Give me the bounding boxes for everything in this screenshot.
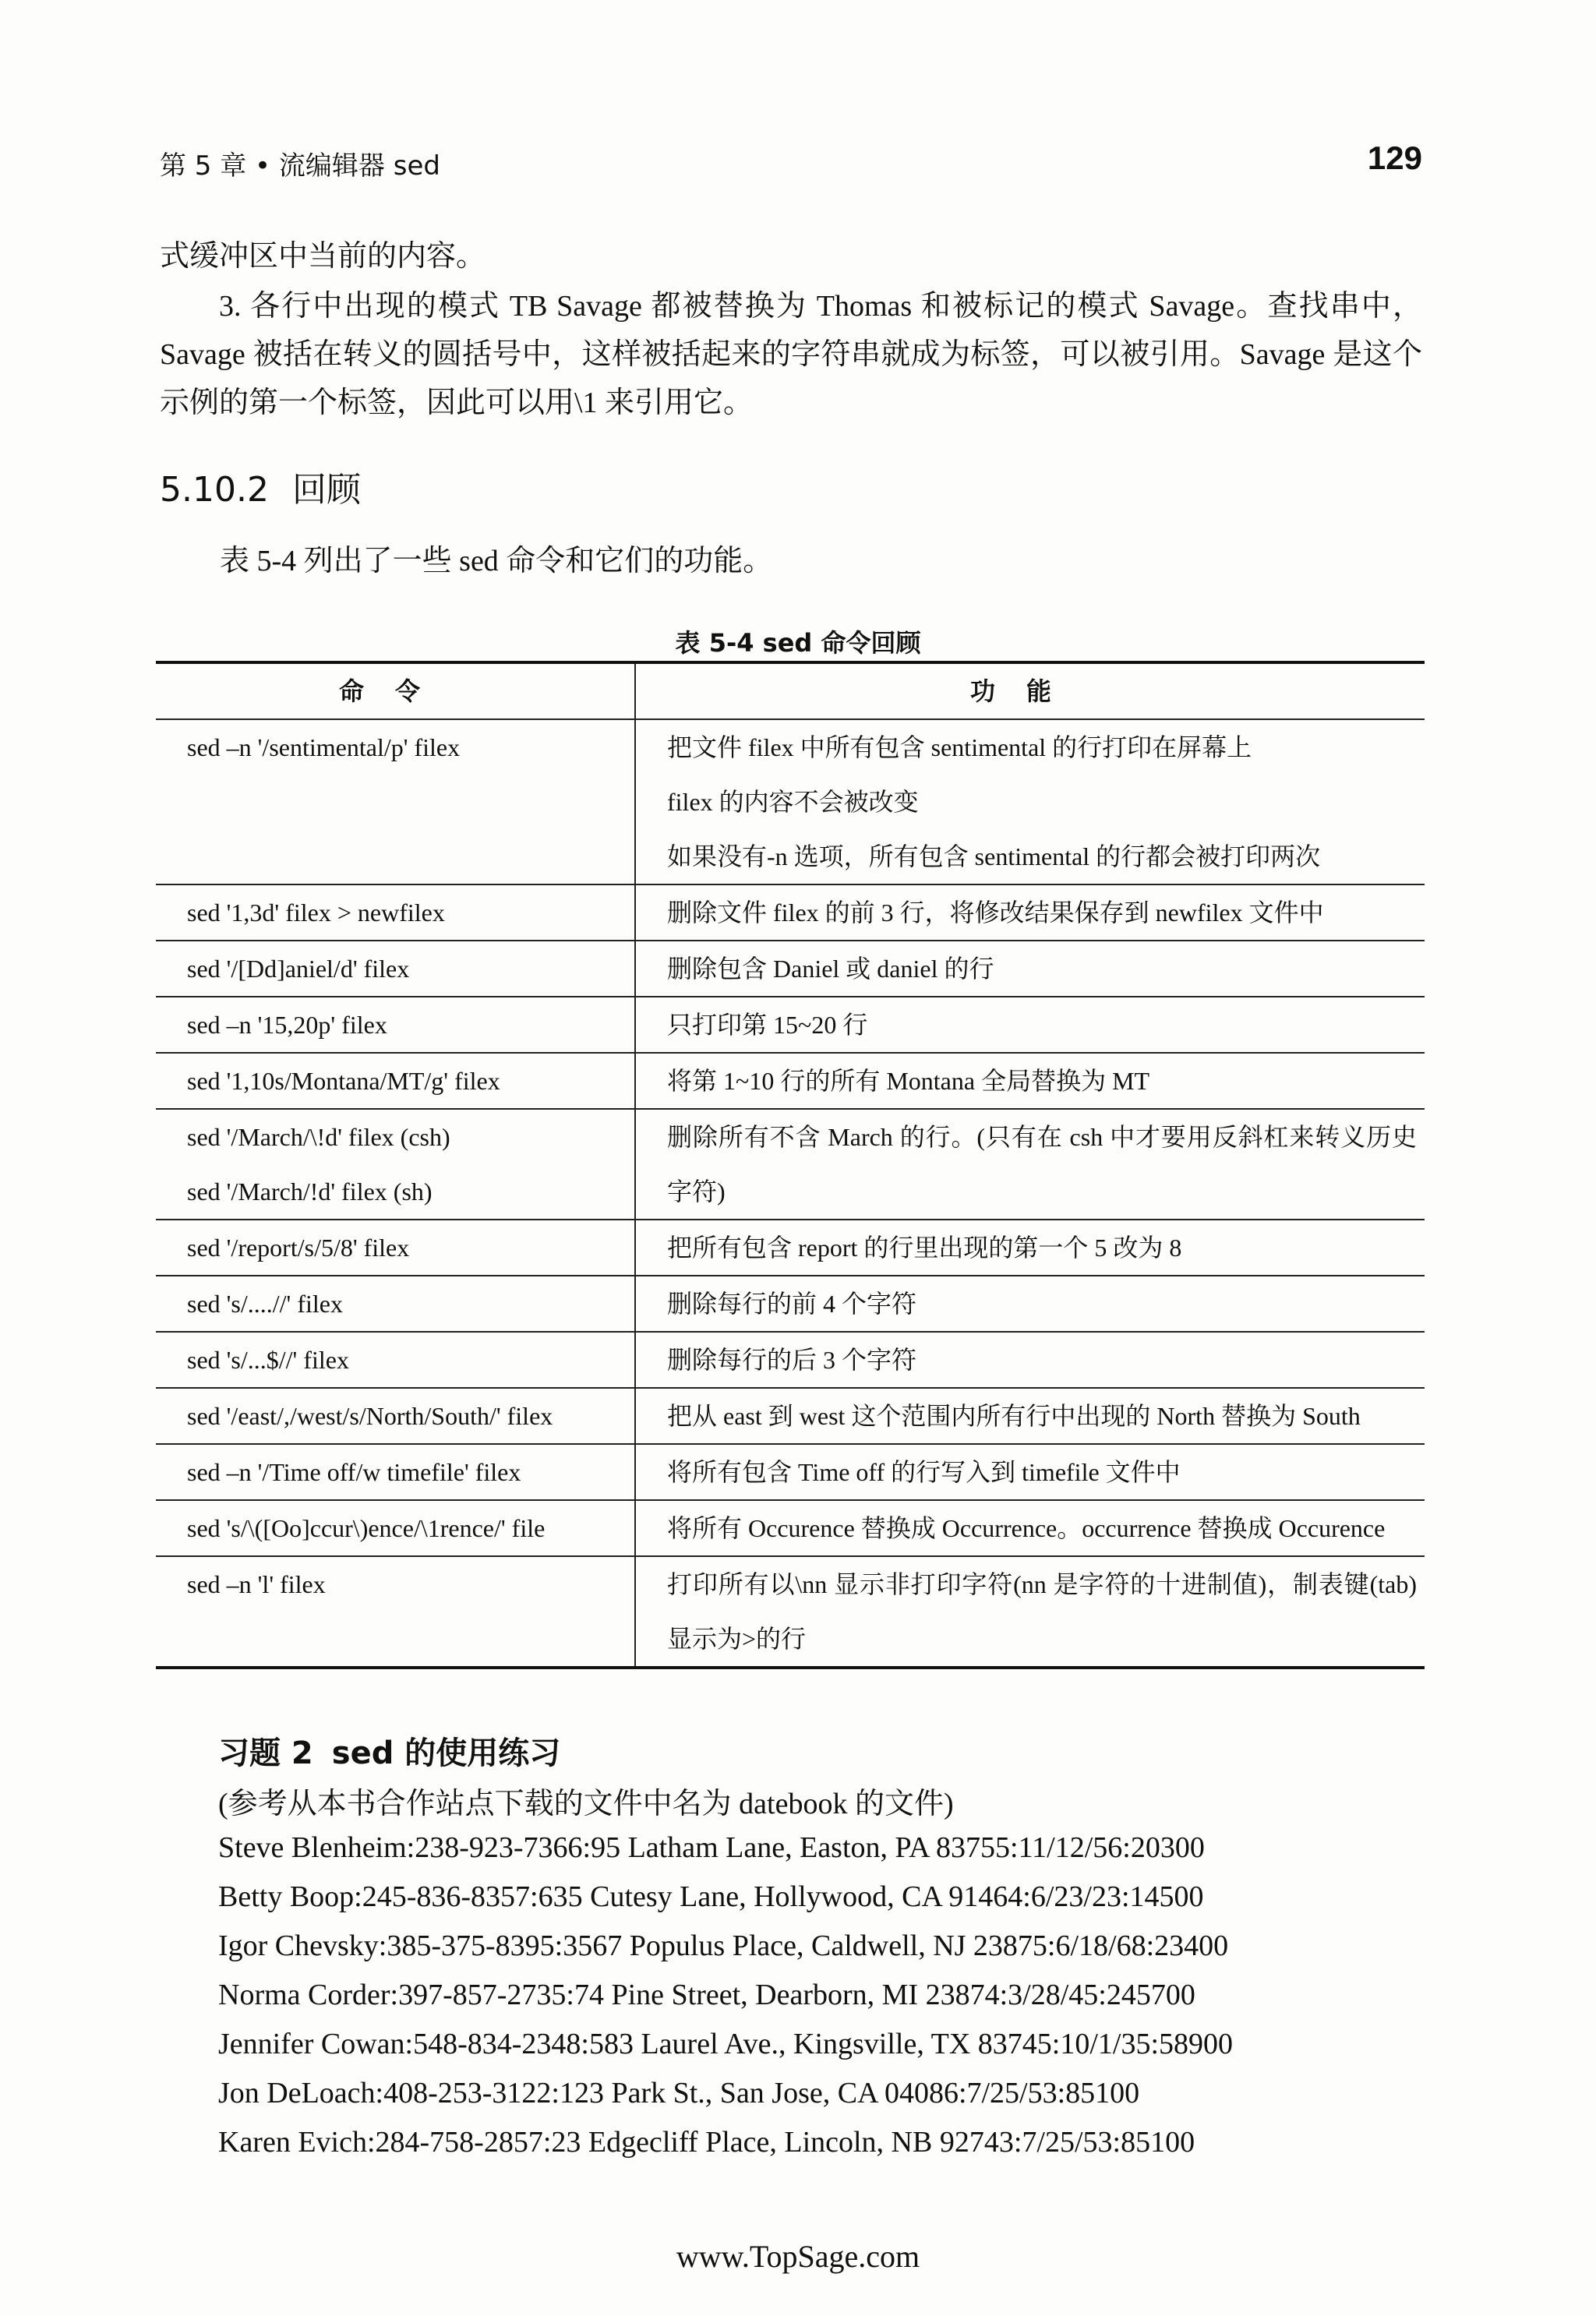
function-text: 将第 1~10 行的所有 Montana 全局替换为 MT (667, 1067, 1150, 1095)
function-cell (635, 1444, 1425, 1500)
exercise-note: (参考从本书合作站点下载的文件中名为 datebook 的文件) (218, 1788, 954, 1820)
sed-command-table (156, 661, 1425, 1669)
command-text: sed '1,10s/Montana/MT/g' filex (187, 1067, 500, 1095)
table-row (156, 884, 1425, 941)
column-header-function: 功能 (635, 662, 1425, 719)
section-title: 回顾 (291, 470, 361, 510)
table-caption: 表 5-4 sed 命令回顾 (675, 628, 921, 658)
datebook-line: Norma Corder:397-857-2735:74 Pine Street, Dearborn, MI 23874:3/28/45:245700 (218, 1979, 1195, 2011)
function-cell (635, 1500, 1425, 1556)
footer-url: www.TopSage.com (676, 2239, 920, 2274)
exercise-heading (218, 1728, 560, 1773)
function-cell (635, 997, 1425, 1053)
table-intro: 表 5-4 列出了一些 sed 命令和它们的功能。 (220, 545, 773, 577)
command-cell (156, 884, 635, 941)
table-row (156, 1053, 1425, 1109)
table-row (156, 1556, 1425, 1668)
command-text: sed 's/...$//' filex (187, 1346, 349, 1374)
function-text: 删除每行的后 3 个字符 (667, 1346, 917, 1374)
command-text: sed '/March/!d' filex (sh) (187, 1177, 433, 1206)
command-text: sed –n 'l' filex (187, 1570, 326, 1598)
datebook-lines (218, 1823, 1233, 2167)
function-cell (635, 941, 1425, 997)
function-text: 将所有 Occurence 替换成 Occurrence。occurrence 替换成 Occurence (667, 1514, 1386, 1542)
command-text: sed –n '/sentimental/p' filex (187, 733, 461, 761)
datebook-line: Steve Blenheim:238-923-7366:95 Latham Lane, Easton, PA 83755:11/12/56:20300 (218, 1831, 1205, 1864)
function-text: 删除包含 Daniel 或 daniel 的行 (667, 955, 994, 983)
table-header-row (156, 662, 1425, 719)
function-text: 将所有包含 Time off 的行写入到 timefile 文件中 (667, 1458, 1181, 1486)
table-row (156, 1500, 1425, 1556)
exercise-number: 习题 2 (218, 1735, 313, 1771)
function-cell (635, 1556, 1425, 1668)
function-cell (635, 1109, 1425, 1220)
datebook-line: Jon DeLoach:408-253-3122:123 Park St., San Jose, CA 04086:7/25/53:85100 (218, 2077, 1140, 2109)
function-cell (635, 884, 1425, 941)
column-header-command: 命令 (156, 662, 635, 719)
datebook-line: Jennifer Cowan:548-834-2348:583 Laurel Ave., Kingsville, TX 83745:10/1/35:58900 (218, 2028, 1234, 2060)
command-cell (156, 941, 635, 997)
exercise-title: sed 的使用练习 (331, 1735, 561, 1771)
paragraph-continuation: 式缓冲区中当前的内容。 (160, 240, 486, 273)
command-cell (156, 719, 635, 884)
function-text: 把文件 filex 中所有包含 sentimental 的行打印在屏幕上 (667, 733, 1252, 761)
command-cell (156, 1109, 635, 1220)
command-cell (156, 1556, 635, 1668)
table-body (156, 719, 1425, 1668)
page-number: 129 (1367, 139, 1422, 176)
command-text: sed –n '15,20p' filex (187, 1011, 387, 1039)
command-text: sed '/east/,/west/s/North/South/' filex (187, 1402, 553, 1430)
command-cell (156, 1444, 635, 1500)
command-text: sed –n '/Time off/w timefile' filex (187, 1458, 521, 1486)
function-cell (635, 1276, 1425, 1332)
function-text: 把从 east 到 west 这个范围内所有行中出现的 North 替换为 South (667, 1402, 1361, 1430)
command-text: sed 's/\([Oo]ccur\)ence/\1rence/' file (187, 1514, 546, 1542)
function-text: 删除所有不含 March 的行。(只有在 csh 中才要用反斜杠来转义历史字符) (667, 1123, 1417, 1206)
function-text: filex 的内容不会被改变 (667, 788, 919, 816)
table-row (156, 1444, 1425, 1500)
command-text: sed '/report/s/5/8' filex (187, 1234, 410, 1262)
table-row (156, 1220, 1425, 1276)
table-row (156, 1276, 1425, 1332)
table-row (156, 1332, 1425, 1388)
command-text: sed '1,3d' filex > newfilex (187, 899, 445, 927)
command-cell (156, 1053, 635, 1109)
command-cell (156, 1500, 635, 1556)
command-text: sed '/March/\!d' filex (csh) (187, 1123, 450, 1151)
table-row (156, 1388, 1425, 1444)
command-cell (156, 1220, 635, 1276)
function-cell (635, 1332, 1425, 1388)
function-text: 删除文件 filex 的前 3 行，将修改结果保存到 newfilex 文件中 (667, 899, 1324, 927)
datebook-line: Karen Evich:284-758-2857:23 Edgecliff Place, Lincoln, NB 92743:7/25/53:85100 (218, 2126, 1195, 2159)
paragraph-step-3: 3. 各行中出现的模式 TB Savage 都被替换为 Thomas 和被标记的模式 Savage。查找串中，Savage 被括在转义的圆括号中，这样被括起来的字符串就成为标签，可以被引用。Savage 是这个示例的第一个标签，因此可以用\1 来引用它。 (160, 290, 1422, 419)
function-text: 把所有包含 report 的行里出现的第一个 5 改为 8 (667, 1234, 1182, 1262)
function-cell (635, 1220, 1425, 1276)
command-cell (156, 1276, 635, 1332)
table-row (156, 941, 1425, 997)
command-text: sed 's/....//' filex (187, 1290, 343, 1318)
function-text: 只打印第 15~20 行 (667, 1011, 868, 1039)
table-row (156, 997, 1425, 1053)
section-heading (160, 461, 361, 511)
function-cell (635, 1053, 1425, 1109)
function-text: 删除每行的前 4 个字符 (667, 1290, 917, 1318)
table-row (156, 1109, 1425, 1220)
function-text: 如果没有-n 选项，所有包含 sentimental 的行都会被打印两次 (667, 842, 1321, 870)
chapter-running-title: 第 5 章 • 流编辑器 sed (160, 150, 440, 182)
function-cell (635, 719, 1425, 884)
datebook-line: Betty Boop:245-836-8357:635 Cutesy Lane, Hollywood, CA 91464:6/23/23:14500 (218, 1880, 1204, 1913)
function-text: 打印所有以\nn 显示非打印字符(nn 是字符的十进制值)，制表键(tab)显示为>的行 (667, 1570, 1417, 1653)
command-cell (156, 1388, 635, 1444)
command-text: sed '/[Dd]aniel/d' filex (187, 955, 410, 983)
datebook-line: Igor Chevsky:385-375-8395:3567 Populus Place, Caldwell, NJ 23875:6/18/68:23400 (218, 1929, 1229, 1962)
section-number: 5.10.2 (160, 470, 269, 510)
running-header (160, 139, 1422, 183)
command-cell (156, 997, 635, 1053)
table-row (156, 719, 1425, 884)
function-cell (635, 1388, 1425, 1444)
command-cell (156, 1332, 635, 1388)
